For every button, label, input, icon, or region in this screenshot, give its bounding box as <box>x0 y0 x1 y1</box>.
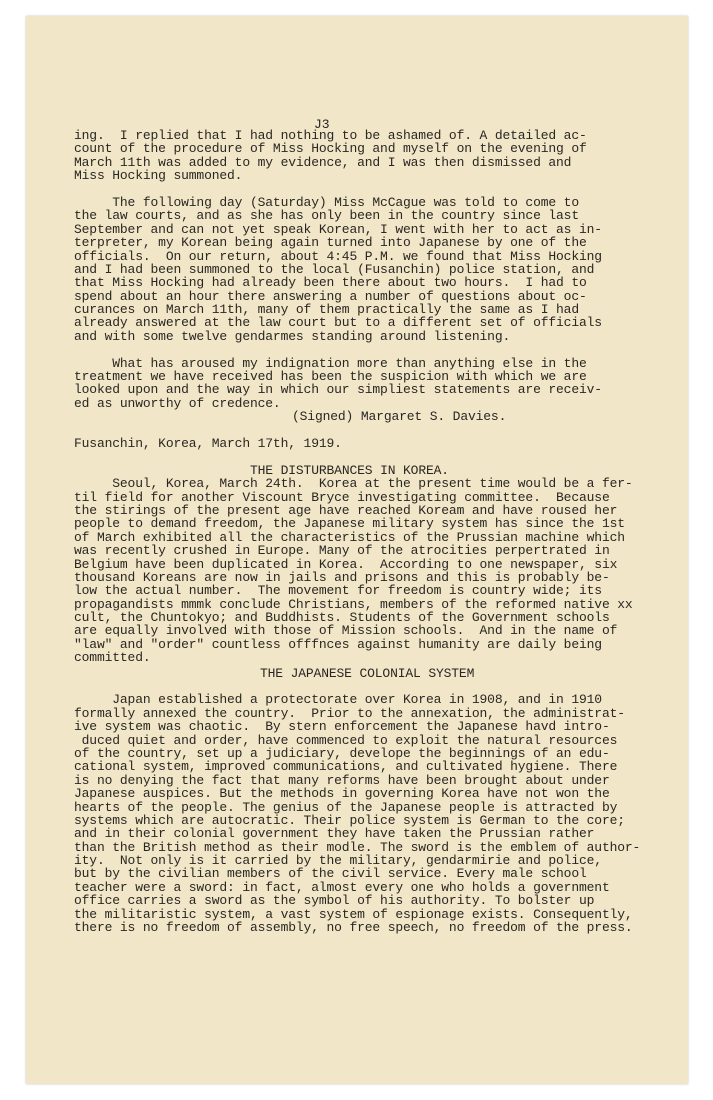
paragraph-disturbances <box>74 477 664 664</box>
text-line: than the British method as their modle. The sword is the emblem of author- <box>74 839 641 855</box>
text-line: of the country, set up a judiciary, develope the beginnings of an edu- <box>74 745 610 761</box>
text-line: Belgium have been duplicated in Korea. According to one newspaper, six <box>74 556 618 572</box>
heading-colonial-system: THE JAPANESE COLONIAL SYSTEM <box>260 665 475 681</box>
text-line: ed as unworthy of credence. <box>74 395 281 411</box>
text-line: hearts of the people. The genius of the Japanese people is attracted by <box>74 799 618 815</box>
text-line: spend about an hour there answering a number of questions about oc- <box>74 288 587 304</box>
typed-document <box>74 129 664 934</box>
text-line: the militaristic system, a vast system of espionage exists. Consequently, <box>74 906 633 922</box>
place-date: Fusanchin, Korea, March 17th, 1919. <box>74 435 342 451</box>
text-line: What has aroused my indignation more than anything else in the <box>74 355 587 371</box>
text-line: teacher were a sword: in fact, almost every one who holds a government <box>74 879 610 895</box>
text-line: "law" and "order" countless offfnces against humanity are daily being <box>74 636 602 652</box>
text-line: but by the civilian members of the civil service. Every male school <box>74 866 587 882</box>
text-line: formally annexed the country. Prior to the annexation, the administrat- <box>74 705 625 721</box>
text-line: the stirings of the present age have reached Koream and have roused her <box>74 502 618 518</box>
text-line: September and can not yet speak Korean, I went with her to act as in- <box>74 221 602 237</box>
text-line: terpreter, my Korean being again turned into Japanese by one of the <box>74 235 587 251</box>
text-line: the law courts, and as she has only been in the country since last <box>74 208 579 224</box>
text-line: and in their colonial government they have taken the Prussian rather <box>74 826 595 842</box>
paragraph-testimony-end <box>74 129 664 183</box>
text-line: already answered at the law court but to a different set of officials <box>74 315 602 331</box>
text-line: count of the procedure of Miss Hocking and myself on the evening of <box>74 141 587 157</box>
text-line: low the actual number. The movement for freedom is country wide; its <box>74 583 602 599</box>
text-line: ity. Not only is it carried by the military, gendarmirie and police, <box>74 853 602 869</box>
text-line: curances on March 11th, many of them practically the same as I had <box>74 302 579 318</box>
text-line: and with some twelve gendarmes standing around listening. <box>74 328 511 344</box>
text-line: duced quiet and order, have commenced to exploit the natural resources <box>74 732 618 748</box>
text-line: cational system, improved communications, and cultivated hygiene. There <box>74 759 618 775</box>
text-line: systems which are autocratic. Their police system is German to the core; <box>74 812 625 828</box>
text-line: Japan established a protectorate over Korea in 1908, and in 1910 <box>74 692 602 708</box>
text-line: people to demand freedom, the Japanese military system has since the 1st <box>74 516 625 532</box>
paragraph-indignation <box>74 357 664 411</box>
text-line: that Miss Hocking had already been there about two hours. I had to <box>74 275 587 291</box>
text-line: Miss Hocking summoned. <box>74 168 243 184</box>
text-line: Seoul, Korea, March 24th. Korea at the present time would be a fer- <box>74 476 633 492</box>
text-line: propagandists mmmk conclude Christians, members of the reformed native xx <box>74 596 633 612</box>
text-line: was recently crushed in Europe. Many of the atrocities perpertrated in <box>74 543 610 559</box>
heading-disturbances: THE DISTURBANCES IN KOREA. <box>250 462 449 478</box>
text-line: there is no freedom of assembly, no free speech, no freedom of the press. <box>74 920 633 936</box>
text-line: treatment we have received has been the suspicion with which we are <box>74 369 587 385</box>
text-line: ing. I replied that I had nothing to be ashamed of. A detailed ac- <box>74 128 587 143</box>
text-line: ive system was chaotic. By stern enforcement the Japanese havd intro- <box>74 719 610 735</box>
text-line: and I had been summoned to the local (Fusanchin) police station, and <box>74 261 595 277</box>
signature: (Signed) Margaret S. Davies. <box>292 409 507 425</box>
text-line: til field for another Viscount Bryce investigating committee. Because <box>74 489 610 505</box>
text-line: committed. <box>74 650 151 666</box>
paragraph-colonial-system <box>74 693 664 934</box>
text-line: thousand Koreans are now in jails and prisons and this is probably be- <box>74 569 610 585</box>
text-line: cult, the Chuntokyo; and Buddhists. Students of the Government schools <box>74 610 610 626</box>
text-line: of March exhibited all the characteristics of the Prussian machine which <box>74 529 625 545</box>
text-line: office carries a sword as the symbol of his authority. To bolster up <box>74 893 595 909</box>
text-line: are equally involved with those of Mission schools. And in the name of <box>74 623 618 639</box>
text-line: looked upon and the way in which our simpliest statements are receiv- <box>74 382 602 398</box>
text-line: is no denying the fact that many reforms have been brought about under <box>74 772 610 788</box>
text-line: officials. On our return, about 4:45 P.M. we found that Miss Hocking <box>74 248 602 264</box>
text-line: Japanese auspices. But the methods in governing Korea have not won the <box>74 786 610 802</box>
text-line: The following day (Saturday) Miss McCague was told to come to <box>74 194 579 210</box>
text-line: March 11th was added to my evidence, and I was then dismissed and <box>74 154 572 170</box>
paragraph-law-courts <box>74 196 664 343</box>
page-number: J3 <box>314 117 330 132</box>
